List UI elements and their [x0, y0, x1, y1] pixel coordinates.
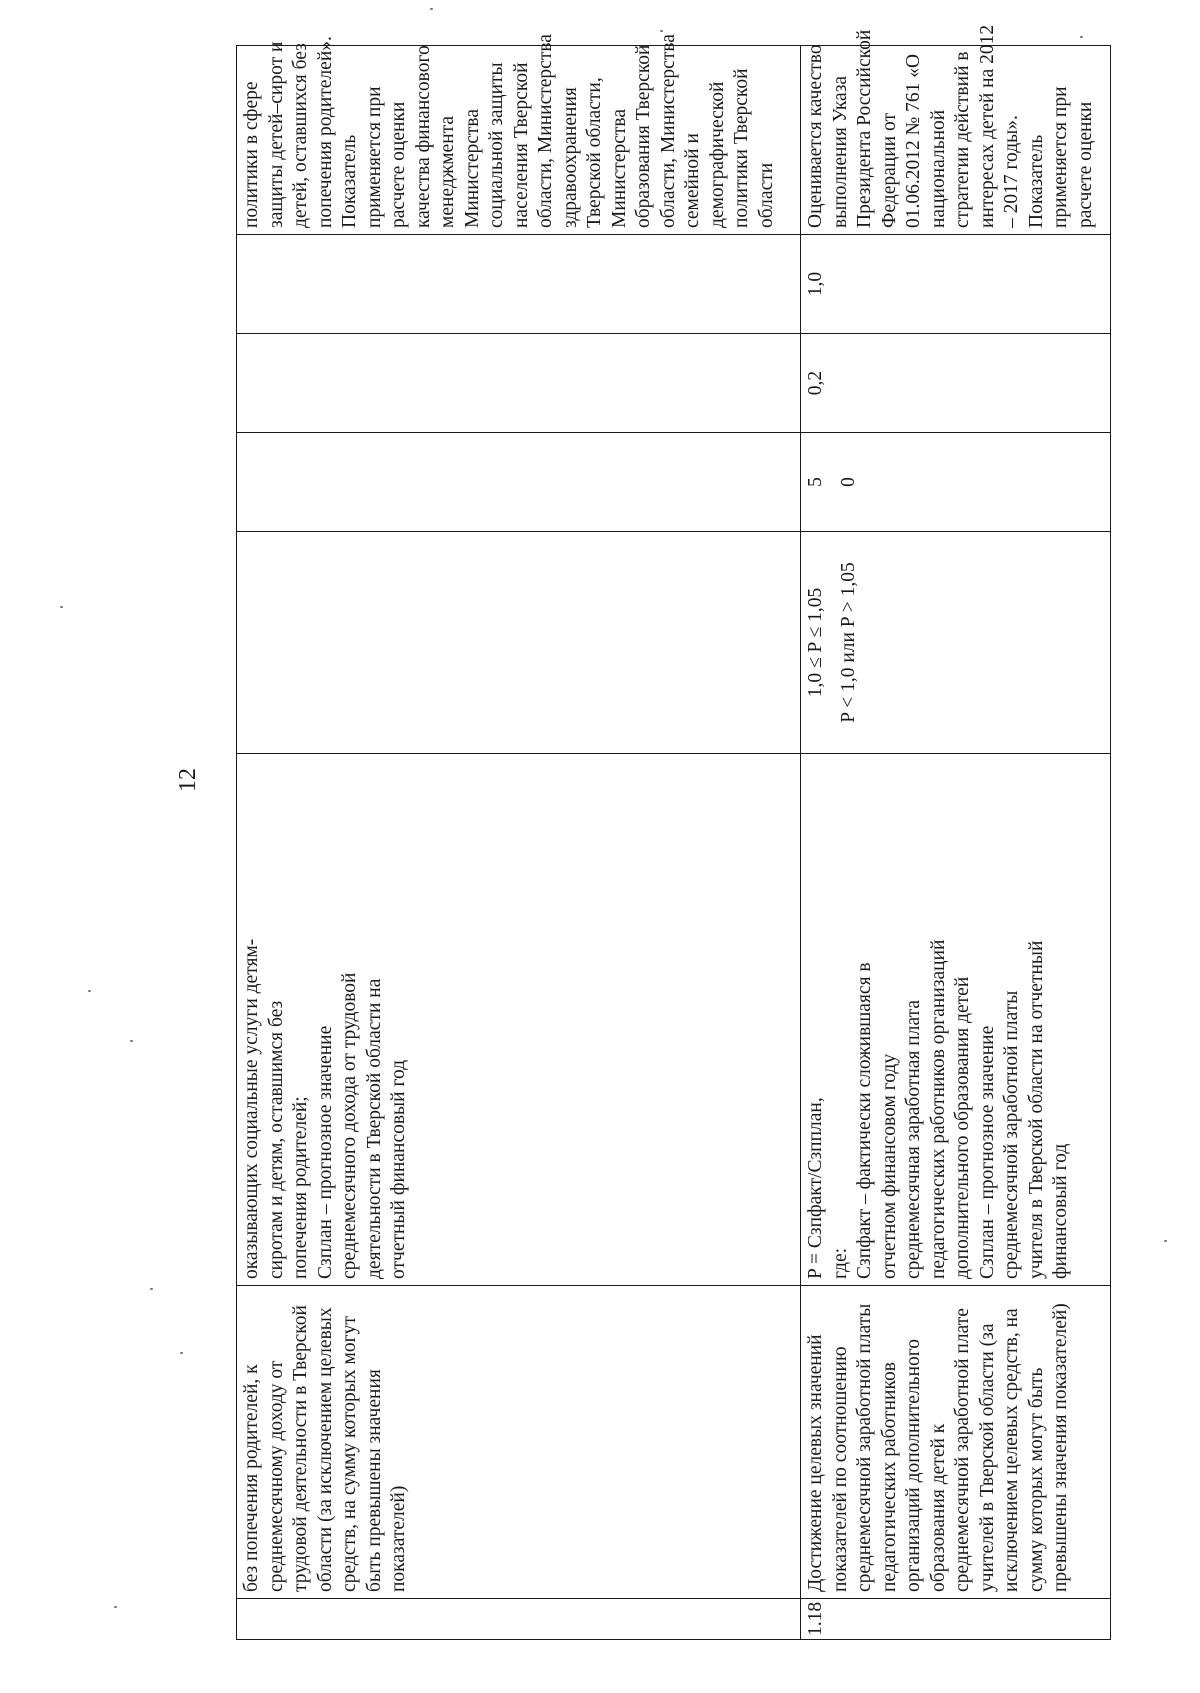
- cell-value-empty: [237, 433, 801, 532]
- cell-note-continued: политики в сфере защиты детей–сирот и детей, оставшихся без попечения родителей». Показатель применяется при расчете оценки качества финансового менеджмента Министерства социальной защиты населения Тверской области, Министерства здравоохранения Тверской области, Министерства образования Тверской области, Министерства семейной и демографической политики Тверской области: [237, 46, 801, 235]
- scan-speck: [1080, 36, 1083, 38]
- cell-name: Достижение целевых значений показателей по соотношению среднемесячной заработной платы педагогических работников организаций дополнительного образования детей к среднемесячной заработной плате учителей в Тверской области (за исключением целевых средств, на сумму которых могут быть превышены значения показателей): [801, 1286, 1111, 1599]
- scan-speck: [114, 1606, 117, 1608]
- cell-coefficient-empty: [237, 235, 801, 334]
- table-row-continued: [237, 46, 801, 1640]
- cell-note: Оценивается качество выполнения Указа Президента Российской Федерации от 01.06.2012 № 761 «О национальной стратегии действий в интересах детей на 2012 – 2017 годы». Показатель применяется при расчете оценки: [801, 46, 1111, 235]
- cell-condition: 1,0 ≤ P ≤ 1,05 P < 1,0 или P > 1,05: [801, 532, 1111, 754]
- scan-speck: [430, 8, 433, 10]
- scan-speck: [660, 30, 663, 32]
- table-row-1-18: [801, 46, 1111, 1640]
- cell-name-continued: без попечения родителей, к среднемесячному доходу от трудовой деятельности в Тверской области (за исключением целевых средств, на сумму которых могут быть превышены значения показателей): [237, 1286, 801, 1599]
- scan-speck: [1164, 1240, 1167, 1242]
- criteria-table: [236, 24, 1111, 1640]
- cell-weight-empty: [237, 334, 801, 433]
- cell-calc-continued: оказывающих социальные услуги детям- сиротам и детям, оставшимся без попечения родителей; Сзплан – прогнозное значение среднемесячного дохода от трудовой деятельности в Тверской области на отчетный финансовый год: [237, 754, 801, 1286]
- cell-number: 1.18: [801, 1599, 1111, 1640]
- cell-weight: 0,2: [801, 334, 1111, 433]
- cell-coefficient: 1,0: [801, 235, 1111, 334]
- cell-condition-empty: [237, 532, 801, 754]
- cell-value: 5 0: [801, 433, 1111, 532]
- scan-speck: [60, 606, 63, 608]
- cell-calc: P = Сзпфакт/Сзпплан, где: Сзпфакт – фактически сложившаяся в отчетном финансовом году среднемесячная заработная плата педагогических работников организаций дополнительного образования детей Сзплан – прогнозное значение среднемесячной заработной платы учителя в Тверской области на отчетный финансовый год: [801, 754, 1111, 1286]
- scan-speck: [130, 1040, 133, 1042]
- page-number: 12: [175, 768, 201, 792]
- scan-speck: [150, 1288, 153, 1290]
- scan-speck: [88, 990, 91, 992]
- cell-number-empty: [237, 1599, 801, 1640]
- rotated-table-wrapper: [236, 24, 1110, 1640]
- scan-speck: [180, 1352, 183, 1354]
